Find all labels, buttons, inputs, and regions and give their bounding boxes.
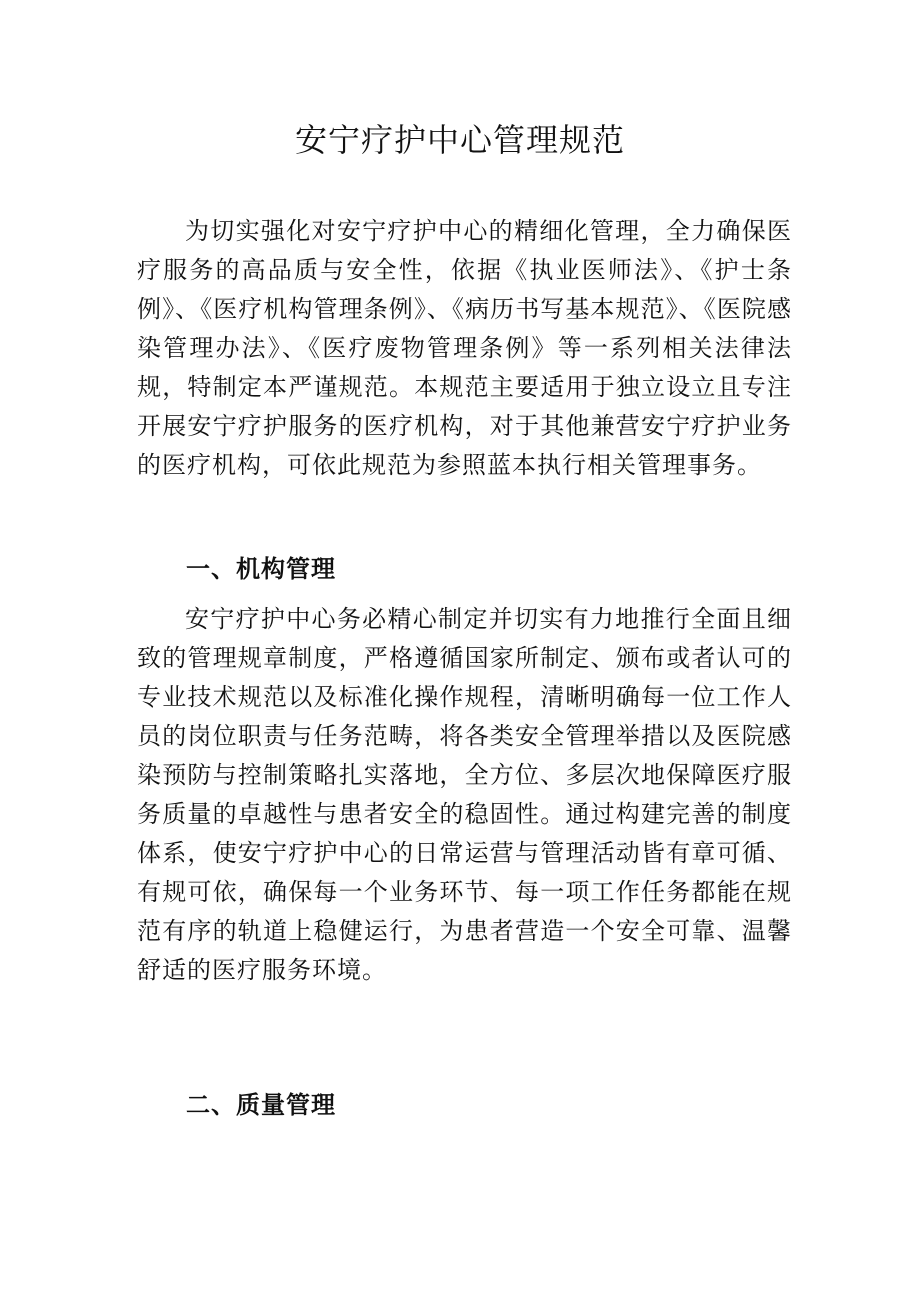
section-body-institution-management: 安宁疗护中心务必精心制定并切实有力地推行全面且细致的管理规章制度，严格遵循国家所制定、颁布或者认可的专业技术规范以及标准化操作规程，清晰明确每一位工作人员的岗位职责与任务范畴，将各类安全管理举措以及医院感染预防与控制策略扎实落地，全方位、多层次地保障医疗服务质量的卓越性与患者安全的稳固性。通过构建完善的制度体系，使安宁疗护中心的日常运营与管理活动皆有章可循、有规可依，确保每一个业务环节、每一项工作任务都能在规范有序的轨道上稳健运行，为患者营造一个安全可靠、温馨舒适的医疗服务环境。 bbox=[137, 605, 792, 984]
section-heading-quality-management: 二、质量管理 bbox=[186, 1091, 336, 1119]
document-title: 安宁疗护中心管理规范 bbox=[294, 121, 625, 159]
section-heading-institution-management: 一、机构管理 bbox=[186, 555, 336, 583]
intro-paragraph: 为切实强化对安宁疗护中心的精细化管理，全力确保医疗服务的高品质与安全性，依据《执业医师法》、《护士条例》、《医疗机构管理条例》、《病历书写基本规范》、《医院感染管理办法》、《医疗废物管理条例》等一系列相关法律法规，特制定本严谨规范。本规范主要适用于独立设立且专注开展安宁疗护服务的医疗机构，对于其他兼营安宁疗护业务的医疗机构，可依此规范为参照蓝本执行相关管理事务。 bbox=[137, 217, 792, 479]
